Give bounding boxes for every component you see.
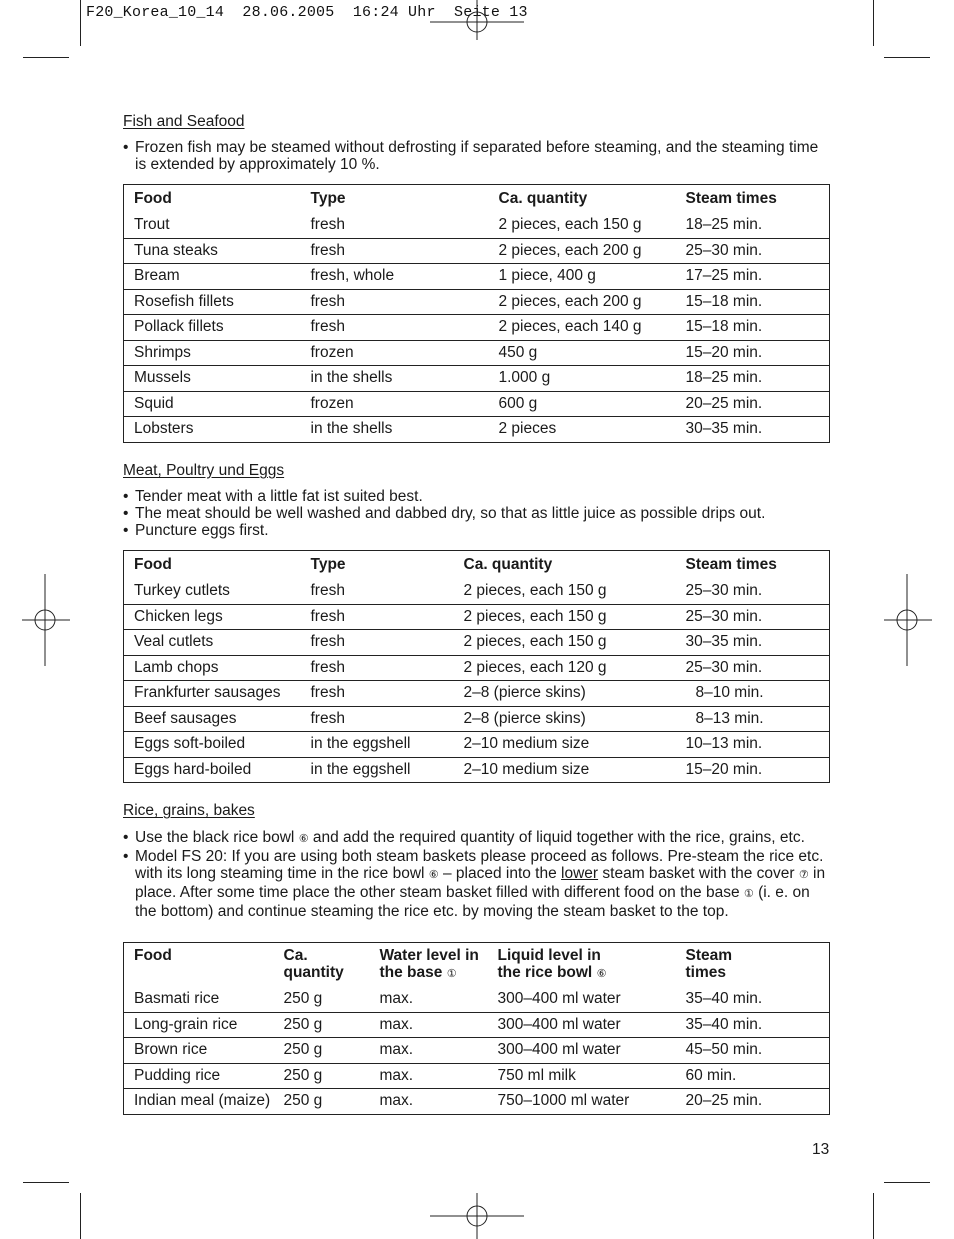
column-header: Type bbox=[310, 555, 346, 573]
base-symbol: ① bbox=[743, 888, 754, 900]
registration-mark-left-icon bbox=[22, 574, 70, 666]
cell-time: 25–30 min. bbox=[685, 582, 763, 599]
crop-mark-top-right-horizontal bbox=[884, 57, 930, 58]
column-header: Steam times bbox=[685, 555, 777, 573]
cell-time: 25–30 min. bbox=[685, 241, 763, 259]
cell-type: frozen bbox=[310, 343, 354, 361]
table-header-row bbox=[124, 943, 830, 987]
column-header: Food bbox=[134, 555, 172, 573]
cell-time: 20–25 min. bbox=[685, 1092, 763, 1110]
cell-type: in the eggshell bbox=[310, 735, 411, 753]
meat-table bbox=[123, 550, 830, 783]
cell-type: frozen bbox=[310, 394, 354, 412]
cell-quantity: 2 pieces bbox=[498, 420, 557, 438]
cell-quantity: 2–8 (pierce skins) bbox=[463, 684, 586, 702]
cell-quantity: 2 pieces, each 150 g bbox=[463, 582, 607, 599]
cell-quantity: 2–10 medium size bbox=[463, 760, 590, 778]
bullet-text: Use the black rice bowl bbox=[135, 829, 295, 846]
cell-quantity: 2 pieces, each 150 g bbox=[463, 633, 607, 651]
cell-time: 15–18 min. bbox=[685, 318, 763, 336]
cell-quantity: 2 pieces, each 200 g bbox=[498, 292, 642, 310]
cell-food: Trout bbox=[134, 216, 170, 233]
cell-type: fresh bbox=[310, 292, 345, 310]
cell-type: fresh bbox=[310, 582, 345, 599]
column-header: Steam times bbox=[685, 189, 777, 207]
crop-mark-top-right-vertical bbox=[873, 0, 874, 46]
cell-quantity: 2 pieces, each 140 g bbox=[498, 318, 642, 336]
table-header-row bbox=[124, 551, 830, 579]
column-header: Food bbox=[134, 189, 172, 207]
table-row bbox=[124, 340, 830, 366]
cell-time: 25–30 min. bbox=[685, 658, 763, 676]
table-row bbox=[124, 417, 830, 443]
cell-food: Mussels bbox=[134, 369, 191, 387]
registration-mark-right-icon bbox=[884, 574, 932, 666]
cell-quantity: 1 piece, 400 g bbox=[498, 267, 596, 285]
cell-quantity: 2–8 (pierce skins) bbox=[463, 709, 586, 727]
cell-time: 18–25 min. bbox=[685, 369, 763, 387]
crop-mark-top-left-horizontal bbox=[23, 57, 69, 58]
cell-type: fresh bbox=[310, 607, 345, 625]
header-text: times bbox=[685, 964, 726, 981]
registration-mark-top-icon bbox=[430, 0, 524, 40]
cell-quantity: 250 g bbox=[283, 1041, 323, 1059]
cell-quantity: 2 pieces, each 120 g bbox=[463, 658, 607, 676]
header-text: Liquid level in bbox=[497, 947, 601, 964]
cell-time: 10–13 min. bbox=[685, 735, 763, 753]
table-row bbox=[124, 579, 830, 605]
rice-heading: Rice, grains, bakes bbox=[123, 802, 255, 819]
cell-quantity: 1.000 g bbox=[498, 369, 551, 387]
cell-water-level: max. bbox=[379, 990, 414, 1007]
column-header bbox=[488, 943, 676, 987]
cell-quantity: 450 g bbox=[498, 343, 538, 361]
cell-type: fresh bbox=[310, 633, 345, 651]
cell-quantity: 600 g bbox=[498, 394, 538, 412]
meat-heading: Meat, Poultry und Eggs bbox=[123, 462, 285, 479]
cell-time: 60 min. bbox=[685, 1066, 737, 1084]
crop-mark-top-left-vertical bbox=[80, 0, 81, 46]
cell-liquid-level: 750 ml milk bbox=[497, 1066, 576, 1084]
cell-liquid-level: 750–1000 ml water bbox=[497, 1092, 630, 1110]
crop-mark-bottom-left-vertical bbox=[80, 1193, 81, 1239]
table-row bbox=[124, 1089, 830, 1115]
cell-food: Long-grain rice bbox=[134, 1015, 238, 1033]
cell-time: 30–35 min. bbox=[685, 420, 763, 438]
bullet-text: Model FS 20: If you are using both steam baskets please proceed as follows. Pre-steam the rice etc. with its long steaming time in the rice bowl bbox=[135, 848, 824, 882]
header-text: the base bbox=[379, 964, 443, 981]
cell-water-level: max. bbox=[379, 1015, 414, 1033]
cell-type: fresh bbox=[310, 658, 345, 676]
header-text: Water level in bbox=[379, 947, 479, 964]
header-text: Steam bbox=[685, 947, 733, 964]
cell-type: fresh bbox=[310, 241, 345, 259]
column-header: Ca. quantity bbox=[498, 189, 588, 207]
cell-time: 17–25 min. bbox=[685, 267, 763, 285]
column-header bbox=[676, 943, 830, 987]
rice-bowl-symbol: ⑥ bbox=[596, 968, 607, 980]
bullet-text: – placed into the bbox=[442, 865, 557, 882]
cell-food: Frankfurter sausages bbox=[134, 684, 281, 702]
cell-water-level: max. bbox=[379, 1066, 414, 1084]
cell-type: fresh bbox=[310, 318, 345, 336]
column-header bbox=[124, 943, 274, 987]
cell-time: 15–18 min. bbox=[685, 292, 763, 310]
print-slug: F20_Korea_10_14 28.06.2005 16:24 Uhr Seite 13 bbox=[86, 4, 528, 21]
cell-quantity: 250 g bbox=[283, 1092, 323, 1110]
cell-food: Indian meal (maize) bbox=[134, 1092, 271, 1110]
bullet-text: in place. After some time place the other steam basket filled with different food on the base bbox=[135, 865, 826, 901]
table-row bbox=[124, 366, 830, 392]
table-row bbox=[124, 289, 830, 315]
cell-time: 8–13 min. bbox=[695, 709, 764, 727]
cell-food: Lobsters bbox=[134, 420, 194, 438]
bullet-text: (i. e. on the bottom) and continue steaming the rice etc. by moving the steam basket to the top. bbox=[135, 884, 810, 920]
crop-mark-bottom-right-vertical bbox=[873, 1193, 874, 1239]
table-row bbox=[124, 604, 830, 630]
header-text: Food bbox=[134, 947, 172, 964]
cell-time: 35–40 min. bbox=[685, 1015, 763, 1033]
cell-quantity: 250 g bbox=[283, 1015, 323, 1033]
cell-time: 20–25 min. bbox=[685, 394, 763, 412]
cell-time: 45–50 min. bbox=[685, 1041, 763, 1059]
bullet-text: steam basket with the cover bbox=[602, 865, 795, 882]
cell-type: fresh bbox=[310, 216, 345, 233]
registration-mark-bottom-icon bbox=[430, 1193, 524, 1239]
cell-food: Bream bbox=[134, 267, 180, 285]
cell-time: 35–40 min. bbox=[685, 990, 763, 1007]
cell-food: Beef sausages bbox=[134, 709, 237, 727]
table-row bbox=[124, 315, 830, 341]
header-text: the rice bowl bbox=[497, 964, 593, 981]
crop-mark-bottom-left-horizontal bbox=[23, 1182, 69, 1183]
cell-type: in the shells bbox=[310, 420, 393, 438]
base-symbol: ① bbox=[446, 968, 457, 980]
bullet-item bbox=[123, 829, 829, 848]
cell-food: Veal cutlets bbox=[134, 633, 214, 651]
cell-time: 25–30 min. bbox=[685, 607, 763, 625]
table-row bbox=[124, 630, 830, 656]
cell-food: Eggs soft-boiled bbox=[134, 735, 246, 753]
column-header: Ca. quantity bbox=[463, 555, 553, 573]
cell-time: 8–10 min. bbox=[695, 684, 764, 702]
header-text: quantity bbox=[283, 964, 344, 981]
cell-quantity: 250 g bbox=[283, 1066, 323, 1084]
table-row bbox=[124, 655, 830, 681]
column-header bbox=[370, 943, 488, 987]
fish-bullets bbox=[123, 139, 833, 173]
table-row bbox=[124, 987, 830, 1013]
table-row bbox=[124, 391, 830, 417]
cell-time: 30–35 min. bbox=[685, 633, 763, 651]
bullet-item: • Frozen fish may be steamed without defrosting if separated before steaming, and the steaming time is extended by approximately 10 %. bbox=[123, 139, 833, 173]
rice-table bbox=[123, 942, 830, 1115]
column-header bbox=[274, 943, 370, 987]
cell-quantity: 2–10 medium size bbox=[463, 735, 590, 753]
cell-type: in the eggshell bbox=[310, 760, 411, 778]
cell-food: Rosefish fillets bbox=[134, 292, 234, 310]
rice-bowl-symbol: ⑥ bbox=[298, 833, 309, 845]
bullet-item: • Tender meat with a little fat ist suited best. bbox=[123, 488, 833, 505]
table-row bbox=[124, 706, 830, 732]
cell-food: Brown rice bbox=[134, 1041, 208, 1059]
table-row bbox=[124, 238, 830, 264]
cell-water-level: max. bbox=[379, 1092, 414, 1110]
cell-type: fresh, whole bbox=[310, 267, 395, 285]
table-row bbox=[124, 264, 830, 290]
cell-quantity: 2 pieces, each 200 g bbox=[498, 241, 642, 259]
cell-liquid-level: 300–400 ml water bbox=[497, 1015, 621, 1033]
bullet-text: and add the required quantity of liquid together with the rice, grains, etc. bbox=[312, 829, 805, 846]
table-row bbox=[124, 1063, 830, 1089]
cell-quantity: 2 pieces, each 150 g bbox=[463, 607, 607, 625]
cell-food: Chicken legs bbox=[134, 607, 223, 625]
cell-food: Shrimps bbox=[134, 343, 191, 361]
cell-type: fresh bbox=[310, 709, 345, 727]
cell-quantity: 250 g bbox=[283, 990, 323, 1007]
cell-food: Basmati rice bbox=[134, 990, 220, 1007]
cell-type: in the shells bbox=[310, 369, 393, 387]
cell-time: 15–20 min. bbox=[685, 760, 763, 778]
table-row bbox=[124, 757, 830, 783]
cell-water-level: max. bbox=[379, 1041, 414, 1059]
cell-food: Squid bbox=[134, 394, 174, 412]
underlined-word: lower bbox=[561, 865, 599, 882]
cell-liquid-level: 300–400 ml water bbox=[497, 990, 621, 1007]
table-row bbox=[124, 1038, 830, 1064]
fish-heading: Fish and Seafood bbox=[123, 113, 245, 130]
rice-bowl-symbol: ⑥ bbox=[428, 869, 439, 881]
table-header-row bbox=[124, 185, 830, 213]
fish-table bbox=[123, 184, 830, 443]
cover-symbol: ⑦ bbox=[798, 869, 809, 881]
cell-type: fresh bbox=[310, 684, 345, 702]
header-text: Ca. bbox=[283, 947, 308, 964]
bullet-item: • The meat should be well washed and dabbed dry, so that as little juice as possible drips out. bbox=[123, 505, 833, 522]
meat-bullets bbox=[123, 488, 833, 539]
cell-food: Lamb chops bbox=[134, 658, 219, 676]
table-row bbox=[124, 213, 830, 239]
table-row bbox=[124, 1012, 830, 1038]
cell-food: Pollack fillets bbox=[134, 318, 224, 336]
crop-mark-bottom-right-horizontal bbox=[884, 1182, 930, 1183]
bullet-item bbox=[123, 848, 829, 920]
cell-food: Eggs hard-boiled bbox=[134, 760, 252, 778]
cell-food: Tuna steaks bbox=[134, 241, 218, 259]
cell-quantity: 2 pieces, each 150 g bbox=[498, 216, 642, 233]
column-header: Type bbox=[310, 189, 346, 207]
cell-food: Turkey cutlets bbox=[134, 582, 230, 599]
table-row bbox=[124, 681, 830, 707]
rice-bullets bbox=[123, 829, 829, 920]
cell-time: 15–20 min. bbox=[685, 343, 763, 361]
cell-liquid-level: 300–400 ml water bbox=[497, 1041, 621, 1059]
table-row bbox=[124, 732, 830, 758]
cell-time: 18–25 min. bbox=[685, 216, 763, 233]
bullet-item: • Puncture eggs first. bbox=[123, 522, 833, 539]
page-number: 13 bbox=[812, 1141, 830, 1158]
cell-food: Pudding rice bbox=[134, 1066, 221, 1084]
